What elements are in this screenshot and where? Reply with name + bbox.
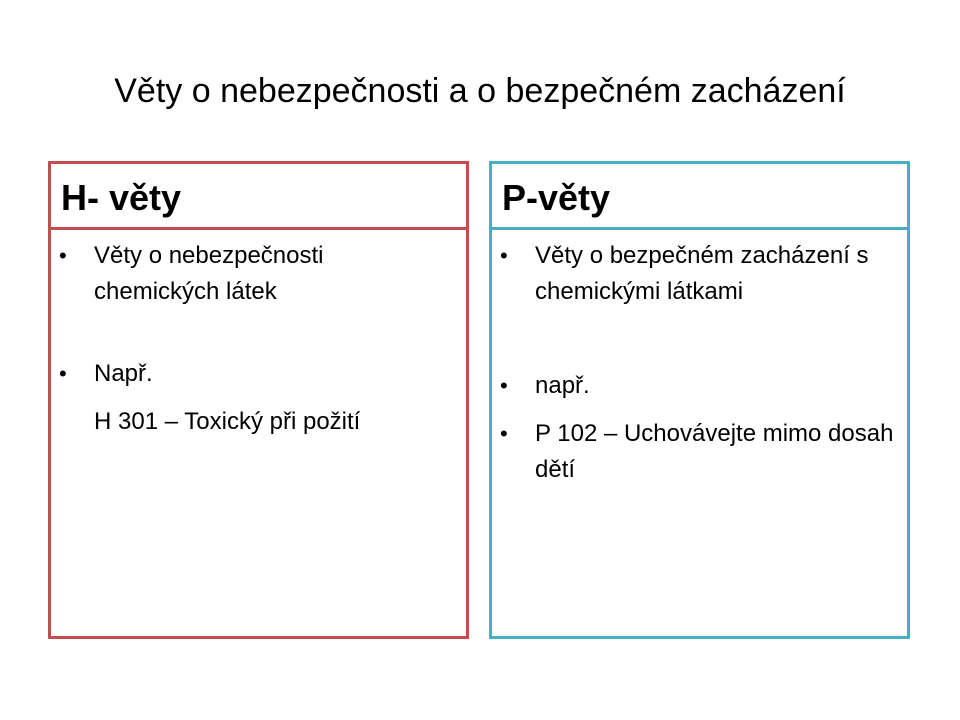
bullet-icon: • (500, 243, 508, 268)
list-item-text: např. (535, 372, 590, 399)
bullet-icon: • (500, 373, 508, 398)
list-item-text: P 102 – Uchovávejte mimo dosah dětí (535, 420, 894, 483)
list-item-text: H 301 – Toxický při požití (94, 408, 361, 435)
list-item (51, 238, 466, 310)
list-item (51, 356, 466, 392)
list-item-text: Věty o bezpečném zacházení s chemickými látkami (535, 242, 869, 305)
bullet-icon: • (500, 421, 508, 446)
p-statements-list (492, 230, 907, 488)
h-statements-list (51, 230, 466, 440)
list-item-text: Věty o nebezpečnosti chemických látek (94, 242, 324, 305)
list-item (51, 404, 466, 440)
bullet-icon: • (59, 361, 67, 386)
h-statements-panel (48, 161, 469, 639)
p-statements-header: P-věty (492, 164, 907, 230)
slide-title: Věty o nebezpečnosti a o bezpečném zacházení (114, 72, 846, 110)
p-statements-panel (489, 161, 910, 639)
bullet-icon: • (59, 243, 67, 268)
list-item (492, 368, 907, 404)
h-statements-header: H- věty (51, 164, 466, 230)
list-item (492, 238, 907, 310)
list-item-text: Např. (94, 360, 153, 387)
list-item (492, 416, 907, 488)
